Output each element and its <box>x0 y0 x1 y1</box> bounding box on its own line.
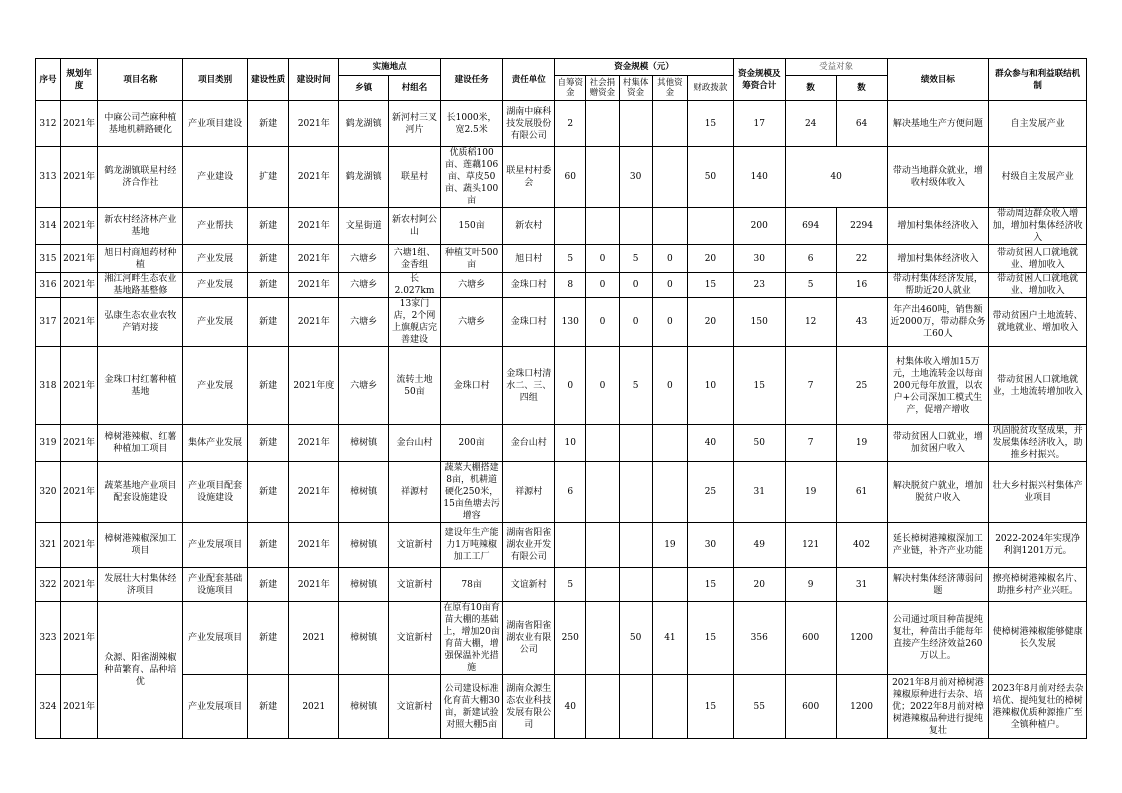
cell-social-donation <box>586 425 619 462</box>
header-beneficiaries: 受益对象 <box>785 59 887 76</box>
cell-village: 文谊新村 <box>389 602 441 675</box>
cell-unit: 新农村 <box>503 208 555 245</box>
cell-town: 鹤龙湖镇 <box>339 147 389 208</box>
cell-other <box>652 208 687 245</box>
cell-year: 2021年 <box>60 245 97 273</box>
cell-total: 15 <box>733 347 785 425</box>
cell-time: 2021年 <box>289 101 339 147</box>
cell-unit: 金珠口村 <box>503 273 555 298</box>
cell-task: 种植艾叶500亩 <box>440 245 502 273</box>
table-row <box>36 245 1087 273</box>
cell-people: 19 <box>836 425 887 462</box>
cell-category: 产业发展 <box>183 347 247 425</box>
cell-task: 长1000米，宽2.5米 <box>440 101 502 147</box>
cell-total: 23 <box>733 273 785 298</box>
cell-village: 长2.027km <box>389 273 441 298</box>
cell-village-fund: 5 <box>619 245 652 273</box>
cell-seq: 322 <box>36 568 61 602</box>
cell-year: 2021年 <box>60 208 97 245</box>
cell-year: 2021年 <box>60 147 97 208</box>
cell-self-raised: 60 <box>555 147 586 208</box>
cell-mechanism: 自主发展产业 <box>989 101 1087 147</box>
table-row <box>36 208 1087 245</box>
cell-fiscal: 15 <box>688 273 734 298</box>
cell-town: 文星街道 <box>339 208 389 245</box>
header-nature: 建设性质 <box>247 59 289 101</box>
cell-total: 49 <box>733 523 785 568</box>
table-row <box>36 602 1087 675</box>
cell-time: 2021 <box>289 675 339 739</box>
cell-time: 2021 <box>289 602 339 675</box>
table-row <box>36 462 1087 523</box>
cell-time: 2021年 <box>289 147 339 208</box>
cell-fiscal: 10 <box>688 347 734 425</box>
cell-goal: 带动村集体经济发展，帮助近20人就业 <box>887 273 989 298</box>
cell-households: 40 <box>785 147 887 208</box>
cell-self-raised: 6 <box>555 462 586 523</box>
cell-households: 121 <box>785 523 836 568</box>
cell-people: 25 <box>836 347 887 425</box>
header-other: 其他资金 <box>652 76 687 101</box>
cell-category: 产业发展项目 <box>183 523 247 568</box>
cell-nature: 新建 <box>247 523 289 568</box>
cell-name: 蔬菜基地产业项目配套设施建设 <box>98 462 183 523</box>
cell-nature: 新建 <box>247 602 289 675</box>
cell-village: 六塘1组、金香组 <box>389 245 441 273</box>
cell-households: 5 <box>785 273 836 298</box>
cell-unit: 湖南省阳雀湖农业开发有限公司 <box>503 523 555 568</box>
cell-village: 新河村三叉河片 <box>389 101 441 147</box>
cell-seq: 318 <box>36 347 61 425</box>
cell-fiscal: 20 <box>688 298 734 347</box>
header-location: 实施地点 <box>339 59 441 76</box>
cell-self-raised <box>555 208 586 245</box>
cell-fiscal: 15 <box>688 101 734 147</box>
cell-people: 64 <box>836 101 887 147</box>
cell-village: 联星村 <box>389 147 441 208</box>
cell-mechanism: 带动贫困人口就地就业、增加收入 <box>989 273 1087 298</box>
table-row <box>36 568 1087 602</box>
cell-goal: 解决基地生产方便问题 <box>887 101 989 147</box>
cell-name: 新农村经济林产业基地 <box>98 208 183 245</box>
cell-goal: 解决脱贫户就业，增加脱贫户收入 <box>887 462 989 523</box>
cell-time: 2021年 <box>289 568 339 602</box>
header-village-collective: 村集体资金 <box>619 76 652 101</box>
header-time: 建设时间 <box>289 59 339 101</box>
cell-households: 24 <box>785 101 836 147</box>
cell-total: 200 <box>733 208 785 245</box>
cell-nature: 新建 <box>247 208 289 245</box>
cell-year: 2021年 <box>60 675 97 739</box>
cell-total: 150 <box>733 298 785 347</box>
cell-mechanism: 使樟树港辣椒能够健康长久发展 <box>989 602 1087 675</box>
cell-village-fund: 0 <box>619 298 652 347</box>
cell-town: 樟树镇 <box>339 425 389 462</box>
cell-social-donation: 0 <box>586 273 619 298</box>
cell-other: 0 <box>652 273 687 298</box>
cell-social-donation <box>586 523 619 568</box>
cell-time: 2021年 <box>289 273 339 298</box>
cell-town: 樟树镇 <box>339 462 389 523</box>
cell-people: 16 <box>836 273 887 298</box>
cell-other <box>652 462 687 523</box>
cell-category: 产业发展 <box>183 245 247 273</box>
cell-other: 0 <box>652 245 687 273</box>
cell-self-raised <box>555 523 586 568</box>
header-year: 规划年度 <box>60 59 97 101</box>
cell-fiscal: 15 <box>688 602 734 675</box>
cell-village: 祥源村 <box>389 462 441 523</box>
cell-self-raised: 8 <box>555 273 586 298</box>
cell-total: 20 <box>733 568 785 602</box>
cell-name: 樟树港辣椒、红薯种植加工项目 <box>98 425 183 462</box>
cell-nature: 扩建 <box>247 147 289 208</box>
cell-other <box>652 147 687 208</box>
cell-total: 30 <box>733 245 785 273</box>
cell-mechanism: 擦亮樟树港辣椒名片、助推乡村产业兴旺。 <box>989 568 1087 602</box>
cell-seq: 313 <box>36 147 61 208</box>
cell-year: 2021年 <box>60 347 97 425</box>
cell-households: 600 <box>785 602 836 675</box>
cell-goal: 村集体收入增加15万元，土地流转金以每亩200元每年放置，以农户+公司深加工模式生产，促增产增收 <box>887 347 989 425</box>
cell-nature: 新建 <box>247 245 289 273</box>
header-seq: 序号 <box>36 59 61 101</box>
header-people: 数 <box>836 76 887 101</box>
cell-social-donation: 0 <box>586 347 619 425</box>
cell-seq: 316 <box>36 273 61 298</box>
cell-social-donation: 0 <box>586 298 619 347</box>
header-mechanism: 群众参与和利益联结机制 <box>989 59 1087 101</box>
cell-village-fund <box>619 101 652 147</box>
cell-total: 140 <box>733 147 785 208</box>
cell-mechanism: 壮大乡村振兴村集体产业项目 <box>989 462 1087 523</box>
cell-unit: 祥源村 <box>503 462 555 523</box>
cell-village-fund <box>619 568 652 602</box>
cell-category: 产业建设 <box>183 147 247 208</box>
cell-category: 产业发展项目 <box>183 602 247 675</box>
header-unit: 责任单位 <box>503 59 555 101</box>
table-row <box>36 425 1087 462</box>
cell-task: 78亩 <box>440 568 502 602</box>
cell-village: 文谊新村 <box>389 568 441 602</box>
cell-fiscal <box>688 208 734 245</box>
cell-time: 2021年度 <box>289 347 339 425</box>
cell-village: 新农村阿公山 <box>389 208 441 245</box>
cell-category: 集体产业发展 <box>183 425 247 462</box>
header-category: 项目类别 <box>183 59 247 101</box>
cell-task: 200亩 <box>440 425 502 462</box>
cell-fiscal: 50 <box>688 147 734 208</box>
cell-other <box>652 101 687 147</box>
table-row <box>36 298 1087 347</box>
cell-year: 2021年 <box>60 462 97 523</box>
cell-social-donation <box>586 602 619 675</box>
cell-goal: 解决村集体经济薄弱问题 <box>887 568 989 602</box>
cell-name: 发展壮大村集体经济项目 <box>98 568 183 602</box>
cell-seq: 314 <box>36 208 61 245</box>
cell-nature: 新建 <box>247 273 289 298</box>
cell-goal: 增加村集体经济收入 <box>887 245 989 273</box>
cell-total: 55 <box>733 675 785 739</box>
cell-time: 2021年 <box>289 208 339 245</box>
cell-town: 六塘乡 <box>339 347 389 425</box>
cell-mechanism: 带动贫困户土地流转、就地就业、增加收入 <box>989 298 1087 347</box>
table-row <box>36 147 1087 208</box>
cell-total: 17 <box>733 101 785 147</box>
cell-mechanism: 带动贫困人口就地就业，土地流转增加收入 <box>989 347 1087 425</box>
cell-self-raised: 5 <box>555 245 586 273</box>
header-task: 建设任务 <box>440 59 502 101</box>
cell-self-raised: 40 <box>555 675 586 739</box>
table-row <box>36 273 1087 298</box>
cell-goal: 增加村集体经济收入 <box>887 208 989 245</box>
header-goal: 绩效目标 <box>887 59 989 101</box>
cell-name: 金珠口村红薯种植基地 <box>98 347 183 425</box>
header-households: 数 <box>785 76 836 101</box>
cell-households: 12 <box>785 298 836 347</box>
cell-seq: 323 <box>36 602 61 675</box>
cell-other: 0 <box>652 347 687 425</box>
cell-village: 文谊新村 <box>389 523 441 568</box>
cell-time: 2021年 <box>289 298 339 347</box>
cell-seq: 319 <box>36 425 61 462</box>
header-name: 项目名称 <box>98 59 183 101</box>
cell-unit: 金珠口村清水二、三、四组 <box>503 347 555 425</box>
cell-other: 41 <box>652 602 687 675</box>
cell-nature: 新建 <box>247 425 289 462</box>
cell-time: 2021年 <box>289 425 339 462</box>
cell-people: 61 <box>836 462 887 523</box>
cell-task: 建设年生产能力1万吨辣椒加工工厂 <box>440 523 502 568</box>
cell-people: 31 <box>836 568 887 602</box>
cell-village: 金台山村 <box>389 425 441 462</box>
cell-mechanism: 带动贫困人口就地就业、增加收入 <box>989 245 1087 273</box>
cell-town: 六塘乡 <box>339 245 389 273</box>
cell-village-fund: 5 <box>619 347 652 425</box>
cell-town: 樟树镇 <box>339 602 389 675</box>
cell-people: 1200 <box>836 602 887 675</box>
cell-self-raised: 2 <box>555 101 586 147</box>
cell-year: 2021年 <box>60 101 97 147</box>
cell-fiscal: 25 <box>688 462 734 523</box>
cell-social-donation <box>586 147 619 208</box>
cell-time: 2021年 <box>289 245 339 273</box>
cell-fiscal: 20 <box>688 245 734 273</box>
cell-unit: 金珠口村 <box>503 298 555 347</box>
cell-goal: 带动贫困人口就业，增加贫困户收入 <box>887 425 989 462</box>
cell-seq: 312 <box>36 101 61 147</box>
cell-town: 鹤龙湖镇 <box>339 101 389 147</box>
cell-total: 50 <box>733 425 785 462</box>
cell-social-donation <box>586 101 619 147</box>
cell-nature: 新建 <box>247 675 289 739</box>
cell-name: 湘江河畔生态农业基地路基整修 <box>98 273 183 298</box>
cell-category: 产业配套基础设施项目 <box>183 568 247 602</box>
cell-village-fund: 0 <box>619 273 652 298</box>
cell-name: 旭日村商旭药材种植 <box>98 245 183 273</box>
cell-town: 六塘乡 <box>339 298 389 347</box>
cell-task: 金珠口村 <box>440 347 502 425</box>
cell-self-raised: 250 <box>555 602 586 675</box>
cell-households: 7 <box>785 347 836 425</box>
cell-time: 2021年 <box>289 462 339 523</box>
cell-village-fund <box>619 523 652 568</box>
cell-mechanism: 村级自主发展产业 <box>989 147 1087 208</box>
cell-nature: 新建 <box>247 347 289 425</box>
cell-people: 402 <box>836 523 887 568</box>
table-row <box>36 347 1087 425</box>
cell-town: 樟树镇 <box>339 675 389 739</box>
cell-village: 13家门店，2个网上旗舰店完善建设 <box>389 298 441 347</box>
cell-self-raised: 5 <box>555 568 586 602</box>
cell-task: 六塘乡 <box>440 273 502 298</box>
cell-fiscal: 30 <box>688 523 734 568</box>
cell-town: 樟树镇 <box>339 568 389 602</box>
cell-unit: 文谊新村 <box>503 568 555 602</box>
cell-households: 19 <box>785 462 836 523</box>
cell-year: 2021年 <box>60 273 97 298</box>
project-table <box>35 58 1087 739</box>
cell-time: 2021年 <box>289 523 339 568</box>
cell-social-donation <box>586 568 619 602</box>
cell-year: 2021年 <box>60 298 97 347</box>
cell-year: 2021年 <box>60 568 97 602</box>
cell-village-fund <box>619 462 652 523</box>
cell-social-donation <box>586 675 619 739</box>
cell-name: 鹤龙湖镇联星村经济合作社 <box>98 147 183 208</box>
cell-fiscal: 15 <box>688 675 734 739</box>
cell-unit: 旭日村 <box>503 245 555 273</box>
cell-self-raised: 130 <box>555 298 586 347</box>
cell-total: 31 <box>733 462 785 523</box>
cell-task: 蔬菜大棚搭建8亩，机耕道硬化250米，15亩鱼塘去污增容 <box>440 462 502 523</box>
cell-task: 优质稻100亩、莲藕106亩、草皮50亩、蔬头100亩 <box>440 147 502 208</box>
cell-people: 2294 <box>836 208 887 245</box>
cell-village-fund <box>619 675 652 739</box>
cell-seq: 324 <box>36 675 61 739</box>
cell-unit: 湖南众源生态农业科技发展有限公司 <box>503 675 555 739</box>
cell-seq: 320 <box>36 462 61 523</box>
cell-year: 2021年 <box>60 602 97 675</box>
cell-category: 产业项目配套设施建设 <box>183 462 247 523</box>
cell-goal: 年产出460吨，销售额近2000万，带动群众务工60人 <box>887 298 989 347</box>
cell-mechanism: 2023年8月前对经去杂培优、提纯复壮的樟树港辣椒优质种源推广至全镇种植户。 <box>989 675 1087 739</box>
cell-other <box>652 568 687 602</box>
header-self-raised: 自筹资金 <box>555 76 586 101</box>
header-funds: 资金规模（元） <box>555 59 734 76</box>
table-row <box>36 101 1087 147</box>
cell-town: 六塘乡 <box>339 273 389 298</box>
cell-mechanism: 巩固脱贫攻坚成果，并发展集体经济收入，助推乡村振兴。 <box>989 425 1087 462</box>
cell-seq: 317 <box>36 298 61 347</box>
cell-category: 产业项目建设 <box>183 101 247 147</box>
cell-nature: 新建 <box>247 462 289 523</box>
cell-other <box>652 675 687 739</box>
cell-other <box>652 425 687 462</box>
cell-people: 22 <box>836 245 887 273</box>
cell-unit: 联星村村委会 <box>503 147 555 208</box>
cell-unit: 湖南省阳雀湖农业有限公司 <box>503 602 555 675</box>
cell-town: 樟树镇 <box>339 523 389 568</box>
cell-village-fund <box>619 425 652 462</box>
cell-people: 1200 <box>836 675 887 739</box>
cell-mechanism: 2022-2024年实现净利润1201万元。 <box>989 523 1087 568</box>
cell-social-donation: 0 <box>586 245 619 273</box>
cell-goal: 公司通过项目种苗提纯复壮，种苗出手能每年直接产生经济效益260万以上。 <box>887 602 989 675</box>
cell-mechanism: 带动周边群众收入增加，增加村集体经济收入 <box>989 208 1087 245</box>
header-town: 乡镇 <box>339 76 389 101</box>
cell-task: 在原有10亩育苗大棚的基础上，增加20亩育苗大棚，增强保温补光措施 <box>440 602 502 675</box>
cell-nature: 新建 <box>247 101 289 147</box>
cell-seq: 321 <box>36 523 61 568</box>
cell-other: 0 <box>652 298 687 347</box>
cell-households: 9 <box>785 568 836 602</box>
cell-name: 弘康生态农业农牧产销对接 <box>98 298 183 347</box>
table-row <box>36 675 1087 739</box>
cell-category: 产业发展项目 <box>183 675 247 739</box>
cell-self-raised: 10 <box>555 425 586 462</box>
cell-name: 中麻公司苎麻种植基地机耕路硬化 <box>98 101 183 147</box>
cell-task: 六塘乡 <box>440 298 502 347</box>
cell-other: 19 <box>652 523 687 568</box>
cell-village-fund: 50 <box>619 602 652 675</box>
cell-unit: 金台山村 <box>503 425 555 462</box>
cell-category: 产业发展 <box>183 298 247 347</box>
cell-people: 43 <box>836 298 887 347</box>
cell-households: 600 <box>785 675 836 739</box>
cell-goal: 2021年8月前对樟树港辣椒原种进行去杂、培优；2022年8月前对樟树港辣椒品种进行提纯复壮 <box>887 675 989 739</box>
cell-name: 樟树港辣椒深加工项目 <box>98 523 183 568</box>
cell-goal: 带动当地群众就业，增收村级体收入 <box>887 147 989 208</box>
header-village: 村组名 <box>389 76 441 101</box>
header-social-donation: 社会捐赠资金 <box>586 76 619 101</box>
cell-village-fund: 30 <box>619 147 652 208</box>
cell-task: 公司建设标准化育苗大棚30亩，新建试验对照大棚5亩 <box>440 675 502 739</box>
cell-village-fund <box>619 208 652 245</box>
cell-fiscal: 15 <box>688 568 734 602</box>
cell-total: 356 <box>733 602 785 675</box>
cell-households: 7 <box>785 425 836 462</box>
cell-category: 产业发展 <box>183 273 247 298</box>
cell-year: 2021年 <box>60 425 97 462</box>
cell-self-raised: 0 <box>555 347 586 425</box>
cell-unit: 湖南中麻科技发展股份有限公司 <box>503 101 555 147</box>
cell-nature: 新建 <box>247 568 289 602</box>
cell-households: 694 <box>785 208 836 245</box>
cell-task: 150亩 <box>440 208 502 245</box>
header-fiscal: 财政拨款 <box>688 76 734 101</box>
cell-fiscal: 40 <box>688 425 734 462</box>
cell-households: 6 <box>785 245 836 273</box>
cell-social-donation <box>586 208 619 245</box>
cell-seq: 315 <box>36 245 61 273</box>
cell-nature: 新建 <box>247 298 289 347</box>
cell-year: 2021年 <box>60 523 97 568</box>
cell-category: 产业帮扶 <box>183 208 247 245</box>
cell-social-donation <box>586 462 619 523</box>
cell-village: 文谊新村 <box>389 675 441 739</box>
cell-village: 流转土地50亩 <box>389 347 441 425</box>
header-total: 资金规模及筹资合计 <box>733 59 785 101</box>
cell-goal: 延长樟树港辣椒深加工产业链，补齐产业功能 <box>887 523 989 568</box>
table-row <box>36 523 1087 568</box>
cell-name: 众源、阳雀湖辣椒种苗繁育、品种培优 <box>98 602 183 739</box>
